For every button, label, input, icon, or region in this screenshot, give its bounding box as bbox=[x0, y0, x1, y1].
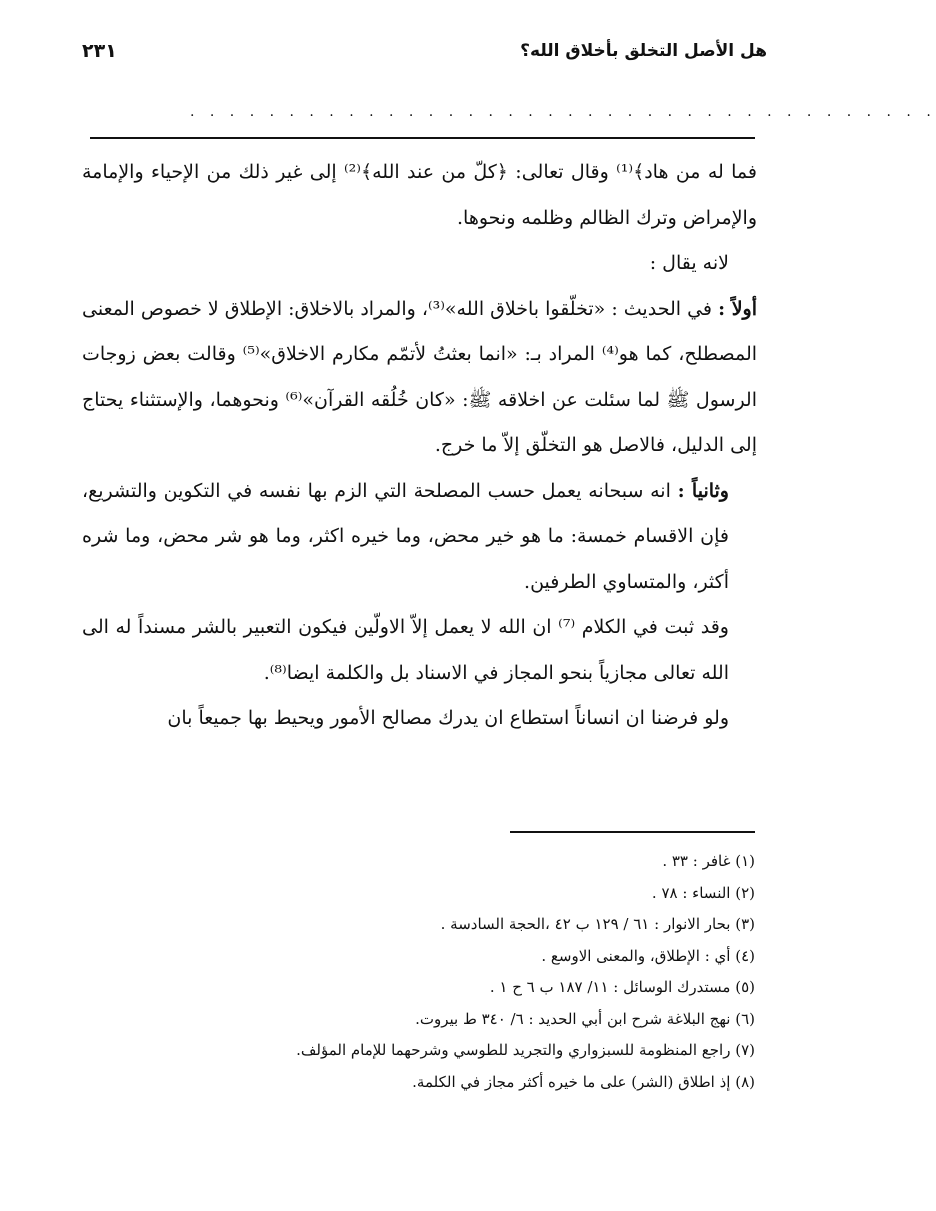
dotted-separator: . . . . . . . . . . . . . . . . . . . . . . . . . . . . . . . . . . . . . . bbox=[190, 104, 936, 120]
footnote-1: (١) غافر : ٣٣ . bbox=[662, 852, 755, 870]
main-text bbox=[82, 150, 757, 742]
running-title: هل الأصل التخلق بأخلاق الله؟ bbox=[520, 41, 767, 61]
paragraph-3-lead: أولاً : bbox=[718, 297, 757, 320]
footnote-2: (٢) النساء : ٧٨ . bbox=[651, 883, 755, 902]
paragraph-5: وقد ثبت في الكلام ⁽⁷⁾ ان الله لا يعمل إلاّ الاولّين فيكون التعبير بالشر مسنداً له الى الله تعالى مجازياً بنحو المجاز في الاسناد بل والكلمة ايضا⁽⁸⁾. bbox=[82, 616, 729, 684]
paragraph-4-text: انه سبحانه يعمل حسب المصلحة التي الزم بها نفسه في التكوين والتشريع، فإن الاقسام خمسة: ما هو خير محض، وما خيره اكثر، وما هو شر محض، وما شره أكثر، والمتساوي الطرفين. bbox=[82, 479, 729, 593]
paragraph-3 bbox=[82, 287, 757, 469]
footnote-6: (٦) نهج البلاغة شرح ابن أبي الحديد : ٦/ ٣٤٠ ط بيروت. bbox=[415, 1009, 755, 1028]
paragraph-6: ولو فرضنا ان انساناً استطاع ان يدرك مصالح الأمور ويحيط بها جميعاً بان bbox=[167, 707, 729, 729]
paragraph-1: فما له من هاد﴾⁽¹⁾ وقال تعالى: ﴿كلّ من عند الله﴾⁽²⁾ إلى غير ذلك من الإحياء والإمامة والإمراض وترك الظالم وظلمه ونحوها. bbox=[82, 161, 757, 229]
header-rule bbox=[90, 137, 755, 139]
footnote-3: (٣) بحار الانوار : ٦١ / ١٢٩ ب ٤٢ ،الحجة السادسة . bbox=[440, 915, 755, 933]
footnote-8: (٨) إذ اطلاق (الشر) على ما خيره أكثر مجاز في الكلمة. bbox=[412, 1072, 755, 1091]
paragraph-4 bbox=[82, 469, 757, 606]
page-header bbox=[82, 36, 767, 66]
footnote-rule bbox=[510, 831, 755, 833]
footnotes bbox=[200, 846, 755, 1098]
footnote-7: (٧) راجع المنظومة للسبزواري والتجريد للطوسي وشرحهما للإمام المؤلف. bbox=[296, 1041, 755, 1059]
paragraph-2: لانه يقال : bbox=[649, 252, 729, 274]
paragraph-3-text: في الحديث : «تخلّقوا باخلاق الله»⁽³⁾، والمراد بالاخلاق: الإطلاق لا خصوص المعنى المصطلح، كما هو⁽⁴⁾ المراد بـ: «انما بعثتُ لأتمّم مكارم الاخلاق»⁽⁵⁾ وقالت بعض زوجات الرسول ﷺ لما سئلت عن اخلاقه ﷺ: «كان خُلُقه القرآن»⁽⁶⁾ ونحوهما، والإستثناء يحتاج إلى الدليل، فالاصل هو التخلّق إلاّ ما خرج. bbox=[82, 297, 758, 456]
footnote-5: (٥) مستدرك الوسائل : ١١/ ١٨٧ ب ٦ ح ١ . bbox=[489, 978, 755, 996]
paragraph-4-lead: وثانياً : bbox=[677, 479, 729, 502]
footnote-4: (٤) أي : الإطلاق، والمعنى الاوسع . bbox=[541, 946, 755, 965]
page-number: ٢٣١ bbox=[82, 40, 117, 62]
